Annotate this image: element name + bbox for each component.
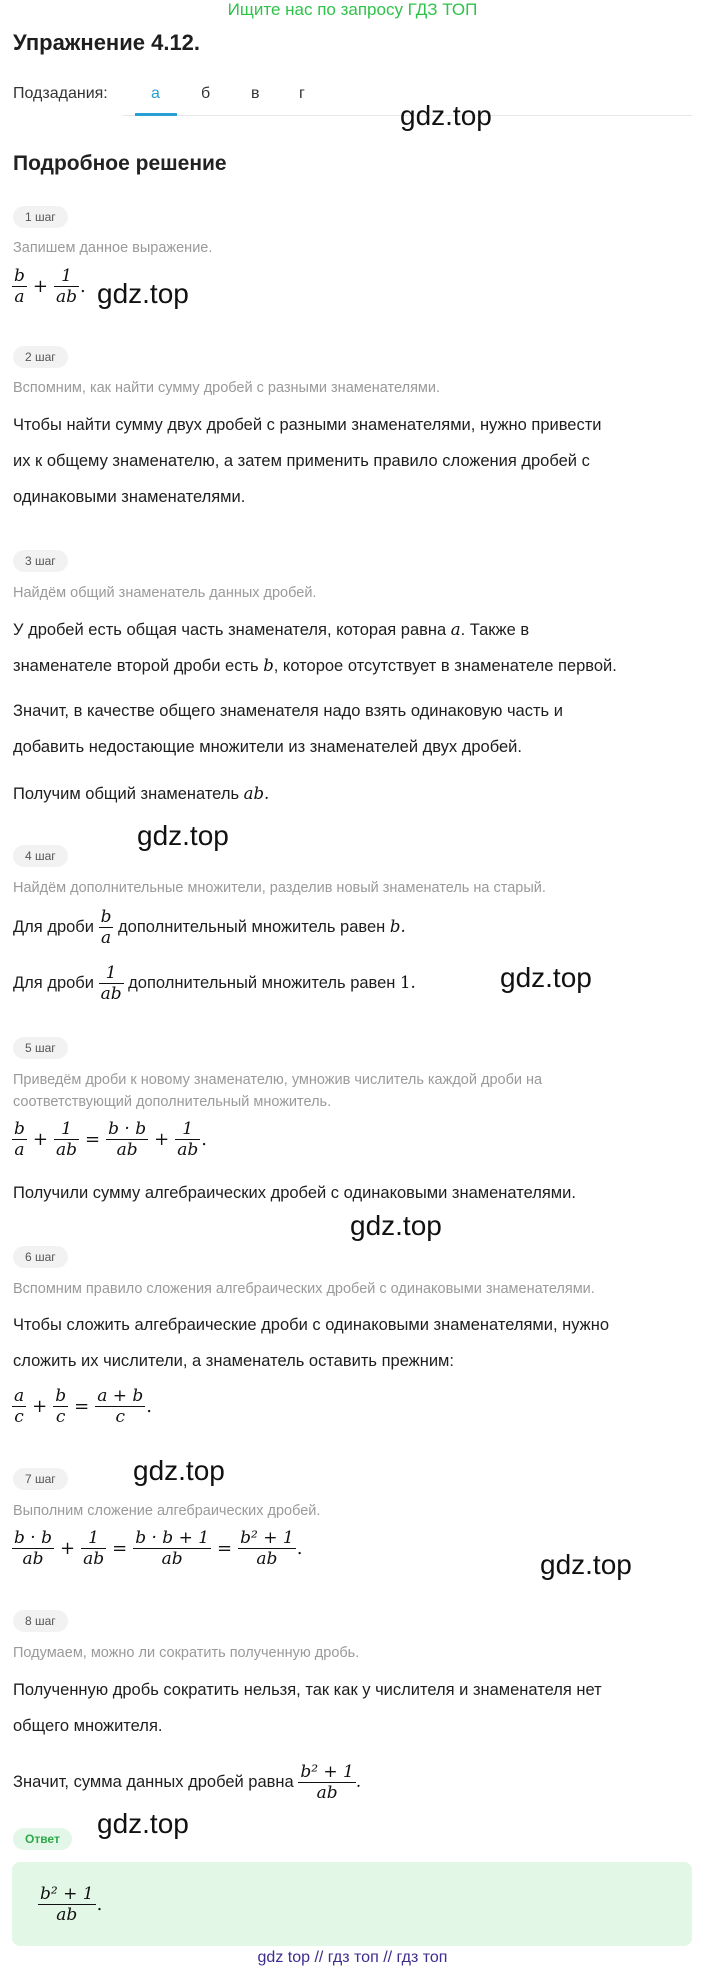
tab-subtask-a[interactable]: а (151, 85, 160, 102)
promo-banner[interactable]: Ищите нас по запросу ГДЗ ТОП (227, 0, 478, 19)
step-3-badge: 3 шаг (13, 550, 68, 572)
fraction-b-over-a: $\frac{b}{a}$ (100, 907, 112, 949)
step-3-text-line: знаменателе второй дроби есть b, которое отсутствует в знаменателе первой. (13, 656, 617, 675)
subtasks-label: Подзадания: (13, 85, 108, 102)
step-8-text-line: Полученную дробь сократить нельзя, так как у числителя и знаменателя нет (13, 1681, 602, 1699)
watermark: gdz.top (133, 1455, 225, 1486)
tab-subtask-v[interactable]: в (251, 85, 260, 102)
fraction-1-over-ab: $\frac{1}{ab}$ (100, 963, 122, 1005)
watermark: gdz.top (137, 820, 229, 851)
tab-subtask-b[interactable]: б (201, 85, 211, 102)
step-2-text-line: Чтобы найти сумму двух дробей с разными знаменателями, нужно привести (13, 416, 602, 434)
step-6-caption: Вспомним правило сложения алгебраических дробей с одинаковыми знаменателями. (13, 1281, 595, 1297)
step-5-expression: $\frac{b}{a}$ + $\frac{1}{ab}$ = $\frac{b \cdot b}{ab}$ + $\frac{1}{ab}$ . (14, 1119, 207, 1160)
fraction-1-over-ab: $\frac{1}{ab}$ (55, 266, 78, 307)
step-5-badge: 5 шаг (13, 1037, 68, 1059)
step-2-text-line: одинаковыми знаменателями. (13, 488, 246, 506)
step-8-caption: Подумаем, можно ли сократить полученную дробь. (13, 1645, 360, 1661)
solution-heading: Подробное решение (13, 152, 227, 175)
answer-expression: $\frac{\text{b² + 1}}{ab}$ . (40, 1884, 103, 1925)
step-7-badge: 7 шаг (13, 1468, 68, 1490)
fraction-1-over-ab: $\frac{1}{ab}$ (83, 1528, 105, 1569)
step-8-text-line: общего множителя. (13, 1717, 163, 1735)
step-3-caption: Найдём общий знаменатель данных дробей. (13, 585, 317, 601)
fraction-a-over-c: $\frac{a}{c}$ (14, 1386, 25, 1427)
watermark: gdz.top (500, 962, 592, 993)
step-4-caption: Найдём дополнительные множители, разделив новый знаменатель на старый. (13, 880, 546, 896)
step-1-badge: 1 шаг (13, 206, 68, 228)
step-8-badge: 8 шаг (13, 1610, 68, 1632)
fraction-bb-over-ab: $\frac{b \cdot b}{ab}$ (14, 1528, 52, 1569)
answer-box (12, 1862, 692, 1946)
fraction-b2-plus-1-over-ab: $\frac{\text{b² + 1}}{ab}$ (40, 1884, 94, 1925)
step-1-expression: $\frac{b}{a}$ + $\frac{1}{ab}$ . (14, 266, 86, 307)
page-title: Упражнение 4.12. (13, 30, 201, 55)
fraction-1-over-ab: $\frac{1}{ab}$ (55, 1119, 78, 1160)
step-5-result: Получили сумму алгебраических дробей с одинаковыми знаменателями. (13, 1184, 576, 1202)
step-6-text-line: Чтобы сложить алгебраические дроби с одинаковыми знаменателями, нужно (13, 1316, 610, 1334)
step-4-text-line: Для дроби $\frac{1}{ab}$ дополнительный множитель равен 1. (13, 963, 416, 1005)
fraction-bb1-over-ab: $\frac{b \cdot b + 1}{ab}$ (135, 1528, 210, 1569)
active-tab-indicator (135, 113, 177, 116)
step-5-caption: соответствующий дополнительный множитель. (13, 1094, 332, 1110)
step-3-text-line: Значит, в качестве общего знаменателя надо взять одинаковую часть и (13, 702, 563, 720)
fraction-a-plus-b-over-c: $\frac{a + b}{c}$ (97, 1386, 144, 1427)
watermark: gdz.top (97, 1808, 189, 1839)
step-4-badge: 4 шаг (13, 845, 68, 867)
answer-badge: Ответ (13, 1828, 72, 1850)
step-3-text-line: У дробей есть общая часть знаменателя, которая равна a. Также в (13, 620, 530, 639)
fraction-1-over-ab: $\frac{1}{ab}$ (177, 1119, 199, 1160)
step-6-badge: 6 шаг (13, 1246, 68, 1268)
tab-subtask-g[interactable]: г (299, 85, 305, 102)
watermark: gdz.top (400, 100, 492, 131)
watermark: gdz.top (97, 278, 189, 309)
step-4-text-line: Для дроби $\frac{b}{a}$ дополнительный множитель равен b. (13, 907, 406, 949)
step-2-caption: Вспомним, как найти сумму дробей с разными знаменателями. (13, 380, 441, 396)
footer-links[interactable]: gdz top // гдз топ // гдз топ (257, 1949, 448, 1966)
fraction-bb-over-ab: $\frac{b \cdot b}{ab}$ (108, 1119, 147, 1160)
step-5-caption: Приведём дроби к новому знаменателю, умножив числитель каждой дроби на (13, 1072, 543, 1088)
step-7-expression: $\frac{b \cdot b}{ab}$ + $\frac{1}{ab}$ = $\frac{b \cdot b + 1}{ab}$ = $\frac{\text{b² + 1}}{ab}$ . (14, 1528, 303, 1569)
step-1-caption: Запишем данное выражение. (13, 240, 213, 256)
step-7-caption: Выполним сложение алгебраических дробей. (13, 1503, 321, 1519)
fraction-b2-plus-1-over-ab: $\frac{\text{b² + 1}}{ab}$ (300, 1762, 354, 1804)
step-8-text-line: Значит, сумма данных дробей равна $\frac{\text{b² + 1}}{ab}$ . (13, 1762, 362, 1804)
step-3-text-line: Получим общий знаменатель ab. (13, 784, 270, 803)
step-6-text-line: сложить их числители, а знаменатель оставить прежним: (13, 1352, 454, 1370)
step-3-text-line: добавить недостающие множители из знаменателей двух дробей. (13, 738, 522, 756)
fraction-b-over-a: $\frac{b}{a}$ (14, 1119, 25, 1160)
watermark: gdz.top (540, 1549, 632, 1580)
step-2-text-line: их к общему знаменателю, а затем применить правило сложения дробей с (13, 452, 590, 470)
step-6-formula: $\frac{a}{c}$ + $\frac{b}{c}$ = $\frac{a + b}{c}$ . (14, 1386, 153, 1427)
fraction-b-over-c: $\frac{b}{c}$ (55, 1386, 67, 1427)
step-2-badge: 2 шаг (13, 346, 68, 368)
watermark: gdz.top (350, 1210, 442, 1241)
fraction-b-over-a: $\frac{b}{a}$ (14, 266, 25, 307)
fraction-b2-plus-1-over-ab: $\frac{\text{b² + 1}}{ab}$ (240, 1528, 294, 1569)
